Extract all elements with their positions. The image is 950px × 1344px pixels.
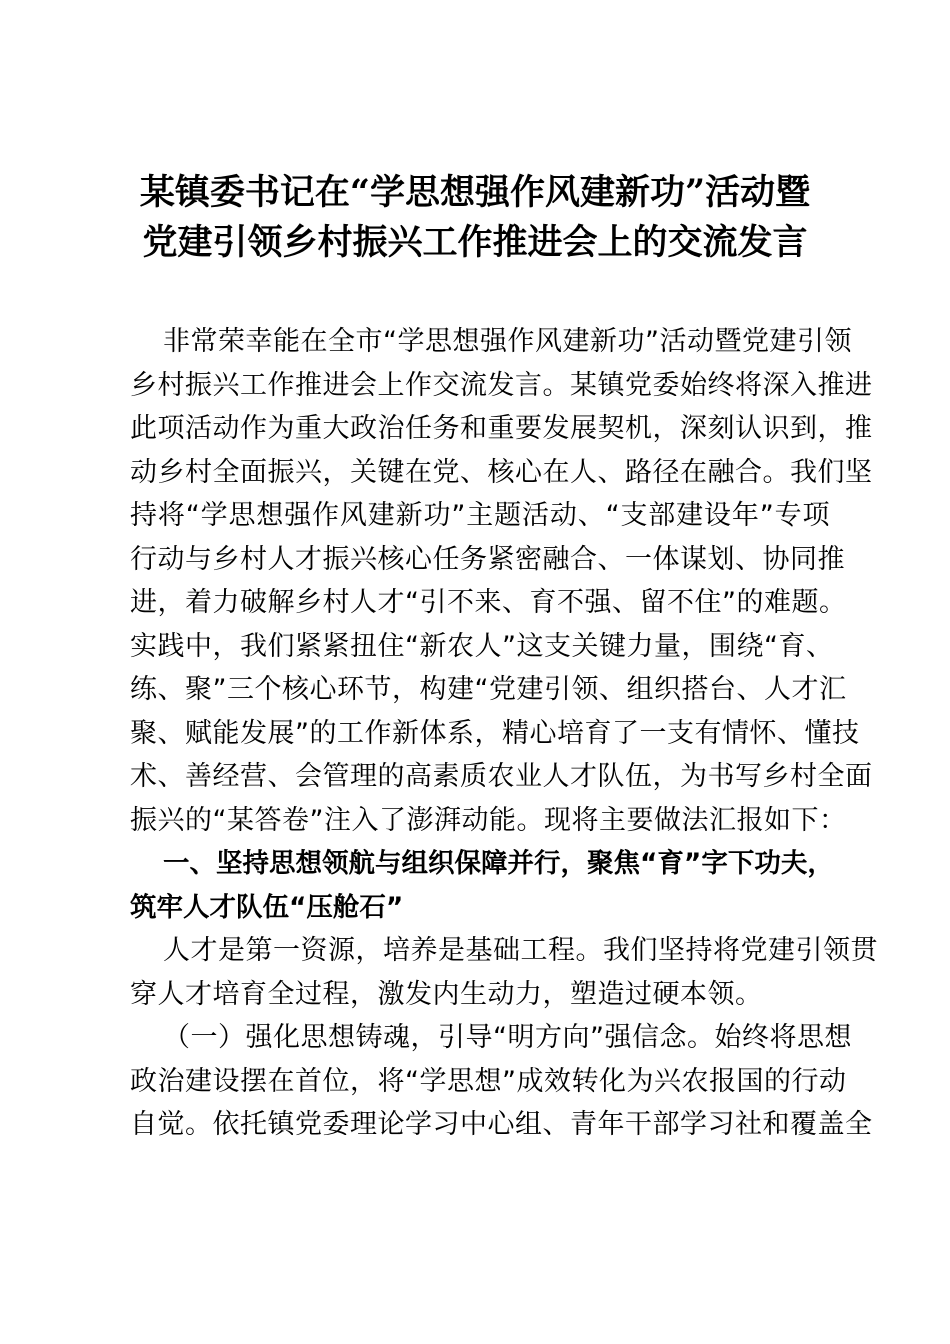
paragraph-line: 自觉。依托镇党委理论学习中心组、青年干部学习社和覆盖全 <box>130 1109 873 1140</box>
document-title <box>120 168 830 268</box>
section-heading-line: 一、坚持思想领航与组织保障并行，聚焦“育”字下功夫， <box>163 848 834 879</box>
title-line-2: 党建引领乡村振兴工作推进会上的交流发言 <box>142 222 808 263</box>
paragraph-line: 动乡村全面振兴，关键在党、核心在人、路径在融合。我们坚 <box>130 456 873 488</box>
document-body <box>130 320 878 1147</box>
paragraph-line: 持将“学思想强作风建新功”主题活动、“支部建设年”专项 <box>130 500 830 531</box>
paragraph-line: （一）强化思想铸魂，引导“明方向”强信念。始终将思想 <box>163 1022 852 1053</box>
paragraph-line: 振兴的“某答卷”注入了澎湃动能。现将主要做法汇报如下： <box>130 804 847 836</box>
paragraph-line: 行动与乡村人才振兴核心任务紧密融合、一体谋划、协同推 <box>130 543 845 575</box>
paragraph-line: 进，着力破解乡村人才“引不来、育不强、留不住”的难题。 <box>130 587 847 618</box>
paragraph-line: 政治建设摆在首位，将“学思想”成效转化为兴农报国的行动 <box>130 1065 847 1097</box>
paragraph-line: 术、善经营、会管理的高素质农业人才队伍，为书写乡村全面 <box>130 761 873 792</box>
paragraph-line: 穿人才培育全过程，激发内生动力，塑造过硬本领。 <box>130 978 763 1010</box>
paragraph-line: 练、聚”三个核心环节，构建“党建引领、组织搭台、人才汇 <box>130 674 847 705</box>
paragraph-line: 人才是第一资源，培养是基础工程。我们坚持将党建引领贯 <box>163 935 878 966</box>
title-line-1: 某镇委书记在“学思想强作风建新功”活动暨 <box>139 172 811 213</box>
section-heading-line: 筑牢人才队伍“压舱石” <box>130 891 404 923</box>
paragraph-line: 实践中，我们紧紧扭住“新农人”这支关键力量，围绕“育、 <box>130 630 834 662</box>
paragraph-line: 聚、赋能发展”的工作新体系，精心培育了一支有情怀、懂技 <box>130 717 860 749</box>
paragraph-line: 非常荣幸能在全市“学思想强作风建新功”活动暨党建引领 <box>163 326 852 357</box>
paragraph-line: 此项活动作为重大政治任务和重要发展契机，深刻认识到，推 <box>130 413 873 444</box>
paragraph-line: 乡村振兴工作推进会上作交流发言。某镇党委始终将深入推进 <box>130 369 873 401</box>
